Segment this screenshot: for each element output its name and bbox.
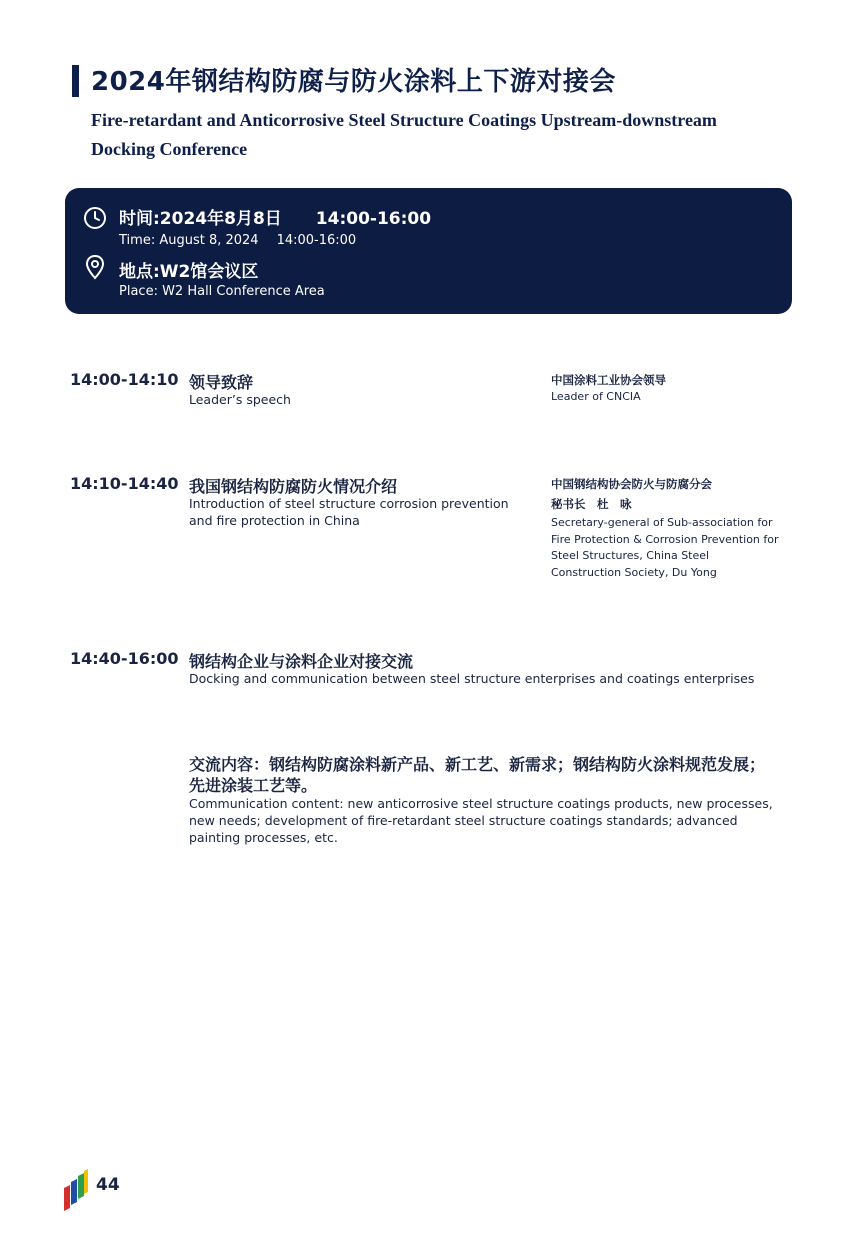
- event-time-en: [119, 233, 356, 248]
- event-hours-zh: 14:00-16:00: [315, 209, 432, 229]
- speaker-en: Leader of CNCIA: [551, 390, 641, 403]
- location-pin-icon: [84, 254, 106, 284]
- agenda-topic-en: Leader’s speech: [189, 392, 291, 407]
- event-place-zh: 地点:W2馆会议区: [119, 262, 259, 282]
- agenda-time: 14:10-14:40: [70, 474, 179, 493]
- event-place-en: Place: W2 Hall Conference Area: [119, 284, 325, 299]
- agenda-topic-zh: 钢结构企业与涂料企业对接交流: [189, 652, 414, 671]
- page-number: 44: [96, 1175, 120, 1195]
- event-time-zh: [119, 204, 431, 229]
- agenda-topic-zh: 领导致辞: [189, 373, 254, 392]
- communication-content-zh: 交流内容：钢结构防腐涂料新产品、新工艺、新需求；钢结构防火涂料规范发展；先进涂装工艺等。: [189, 755, 766, 795]
- speaker-en: Secretary-general of Sub-association for Fire Protection & Corrosion Prevention for Steel Structures, China Steel Construction Society, Du Yong: [551, 516, 779, 579]
- agenda-topic-zh: 我国钢结构防腐防火情况介绍: [189, 477, 398, 496]
- speaker-org-zh: 中国涂料工业协会领导: [551, 373, 666, 387]
- title-accent-bar: [72, 65, 79, 97]
- event-hours-en: 14:00-16:00: [276, 233, 357, 248]
- communication-content-en: Communication content: new anticorrosive steel structure coatings products, new processes, new needs; development of fire-retardant steel structure coatings standards; advanced painting processes, etc.: [189, 796, 773, 845]
- clock-icon: [83, 206, 107, 234]
- agenda-topic-en: Introduction of steel structure corrosion prevention and fire protection in China: [189, 496, 509, 528]
- page-title: 2024年钢结构防腐与防火涂料上下游对接会: [91, 67, 616, 97]
- event-date-zh: 时间:2024年8月8日: [119, 209, 282, 229]
- speaker-org-zh: 中国钢结构协会防火与防腐分会: [551, 477, 712, 491]
- speaker-name-zh: 秘书长 杜 咏: [551, 497, 632, 511]
- agenda-time: 14:40-16:00: [70, 649, 179, 668]
- exhibition-logo-icon: [62, 1168, 90, 1216]
- event-date-en: Time: August 8, 2024: [119, 233, 259, 248]
- agenda-time: 14:00-14:10: [70, 370, 179, 389]
- page-subtitle-english: Fire-retardant and Anticorrosive Steel Structure Coatings Upstream-downstream Docking Conference: [91, 110, 717, 159]
- event-info-box: [65, 188, 792, 314]
- agenda-topic-en: Docking and communication between steel structure enterprises and coatings enterprises: [189, 671, 755, 686]
